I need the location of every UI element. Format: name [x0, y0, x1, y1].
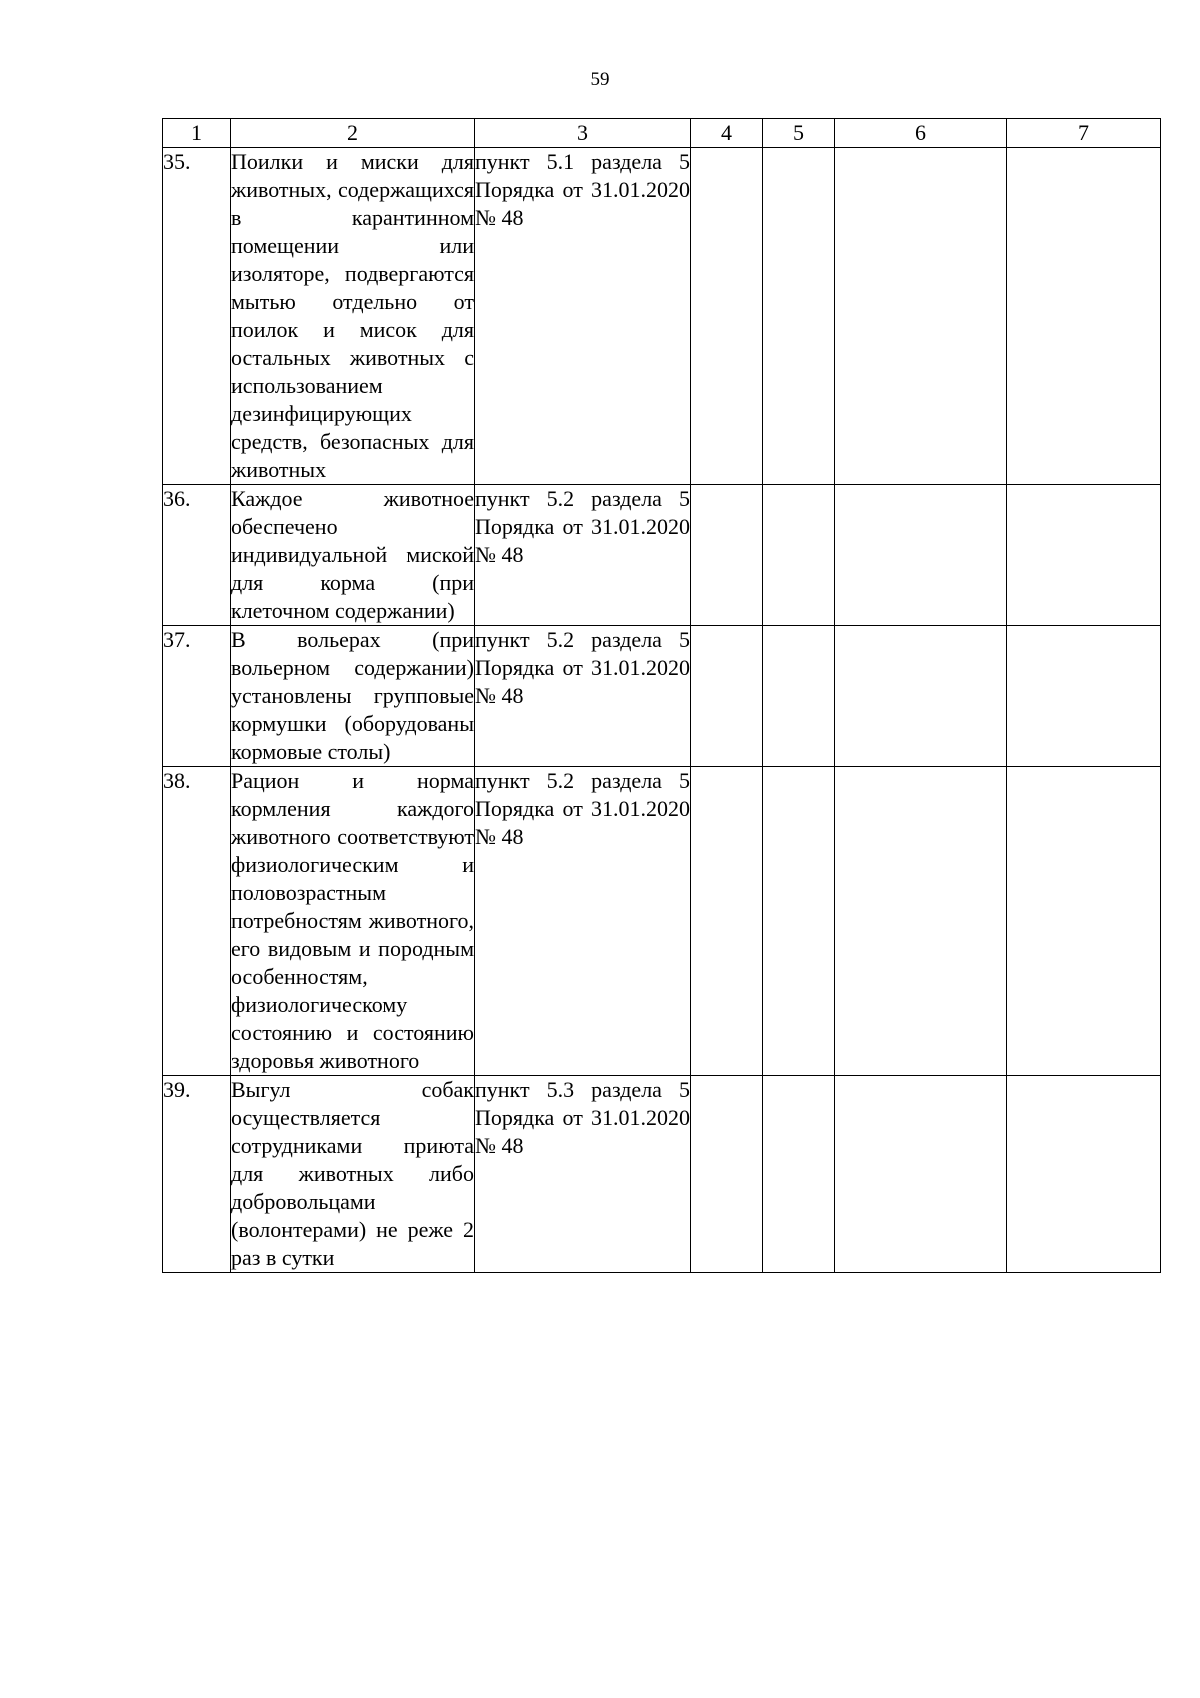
legal-reference: пункт 5.2 раздела 5 Порядка от 31.01.2020 № 48	[475, 485, 691, 626]
column-header-1: 1	[163, 119, 231, 148]
empty-cell-5	[763, 485, 835, 626]
table-row	[163, 485, 1161, 626]
empty-cell-7	[1007, 767, 1161, 1076]
row-number: 37.	[163, 626, 231, 767]
column-header-7: 7	[1007, 119, 1161, 148]
empty-cell-7	[1007, 1076, 1161, 1273]
legal-reference: пункт 5.3 раздела 5 Порядка от 31.01.2020 № 48	[475, 1076, 691, 1273]
table-row	[163, 148, 1161, 485]
column-header-2: 2	[231, 119, 475, 148]
empty-cell-6	[835, 767, 1007, 1076]
row-number: 35.	[163, 148, 231, 485]
empty-cell-5	[763, 1076, 835, 1273]
empty-cell-4	[691, 1076, 763, 1273]
row-number: 38.	[163, 767, 231, 1076]
table-row	[163, 626, 1161, 767]
checklist-table	[162, 118, 1161, 1273]
requirement-text: Рацион и норма кормления каждого животного соответствуют физиологическим и половозрастным потребностям животного, его видовым и породным особенностям, физиологическому состоянию и состоянию здоровья животного	[231, 767, 475, 1076]
empty-cell-5	[763, 148, 835, 485]
table-row	[163, 1076, 1161, 1273]
row-number: 36.	[163, 485, 231, 626]
empty-cell-7	[1007, 626, 1161, 767]
empty-cell-7	[1007, 485, 1161, 626]
column-header-3: 3	[475, 119, 691, 148]
column-header-5: 5	[763, 119, 835, 148]
legal-reference: пункт 5.2 раздела 5 Порядка от 31.01.2020 № 48	[475, 626, 691, 767]
empty-cell-6	[835, 1076, 1007, 1273]
requirement-text: Поилки и миски для животных, содержащихся в карантинном помещении или изоляторе, подвергаются мытью отдельно от поилок и мисок для остальных животных с использованием дезинфицирующих средств, безопасных для животных	[231, 148, 475, 485]
page-number: 59	[590, 69, 610, 90]
column-header-4: 4	[691, 119, 763, 148]
empty-cell-6	[835, 626, 1007, 767]
requirement-text: В вольерах (при вольерном содержании) установлены групповые кормушки (оборудованы кормовые столы)	[231, 626, 475, 767]
empty-cell-4	[691, 626, 763, 767]
empty-cell-6	[835, 148, 1007, 485]
requirement-text: Выгул собак осуществляется сотрудниками приюта для животных либо добровольцами (волонтерами) не реже 2 раз в сутки	[231, 1076, 475, 1273]
empty-cell-6	[835, 485, 1007, 626]
legal-reference: пункт 5.1 раздела 5 Порядка от 31.01.2020 № 48	[475, 148, 691, 485]
header-row	[163, 119, 1161, 148]
empty-cell-4	[691, 767, 763, 1076]
empty-cell-4	[691, 148, 763, 485]
legal-reference: пункт 5.2 раздела 5 Порядка от 31.01.2020 № 48	[475, 767, 691, 1076]
requirement-text: Каждое животное обеспечено индивидуальной миской для корма (при клеточном содержании)	[231, 485, 475, 626]
empty-cell-4	[691, 485, 763, 626]
empty-cell-5	[763, 767, 835, 1076]
empty-cell-5	[763, 626, 835, 767]
table-row	[163, 767, 1161, 1076]
column-header-6: 6	[835, 119, 1007, 148]
row-number: 39.	[163, 1076, 231, 1273]
empty-cell-7	[1007, 148, 1161, 485]
